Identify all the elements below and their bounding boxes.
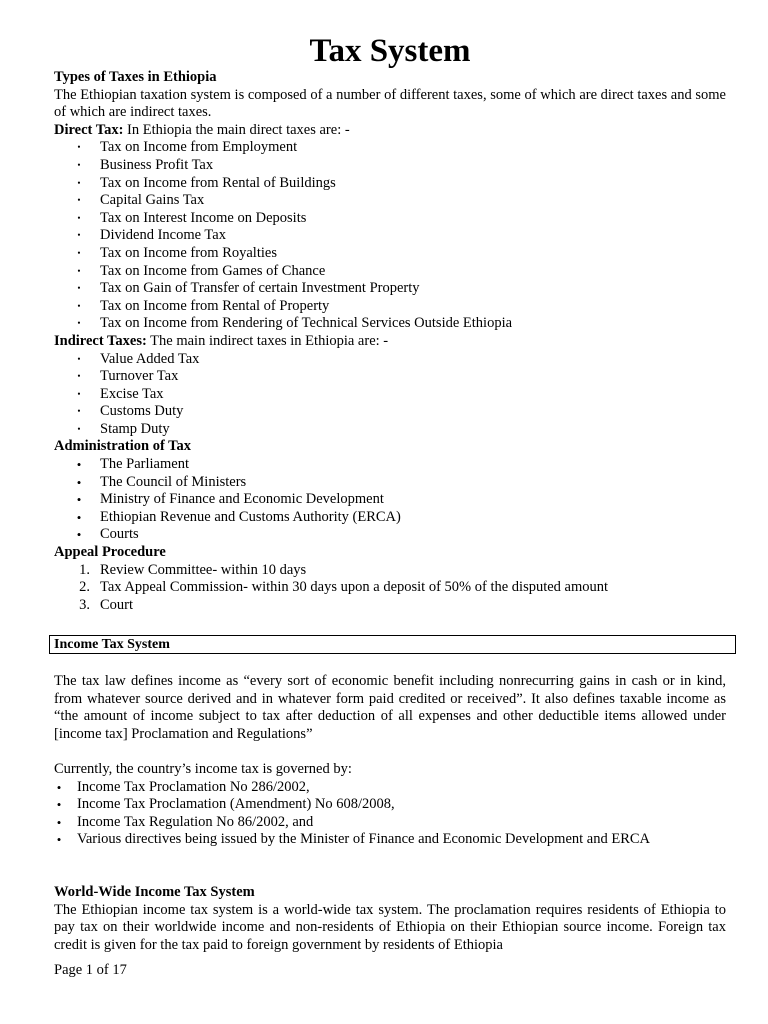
list-item — [54, 403, 726, 421]
bullet-icon: • — [77, 177, 81, 188]
list-item — [54, 157, 726, 175]
bullet-icon: • — [76, 527, 82, 543]
list-number: 2. — [79, 579, 90, 596]
list-item-text: Tax on Income from Games of Chance — [100, 262, 326, 279]
list-item — [54, 227, 726, 245]
list-item — [54, 814, 726, 832]
list-item — [54, 509, 726, 527]
list-item-text: Court — [100, 596, 134, 613]
indirect-tax-line — [54, 333, 726, 351]
page-title: Tax System — [309, 33, 471, 69]
list-item-text: Ministry of Finance and Economic Development — [100, 491, 384, 508]
bullet-icon: • — [76, 474, 82, 490]
list-item — [54, 779, 726, 797]
list-item — [54, 831, 726, 849]
list-item-text: Income Tax Proclamation No 286/2002, — [77, 778, 310, 795]
list-item-text: Tax Appeal Commission- within 30 days upon a deposit of 50% of the disputed amount — [100, 579, 609, 596]
list-number: 3. — [79, 596, 90, 613]
list-item — [54, 368, 726, 386]
indirect-tax-list — [54, 351, 726, 439]
list-item-text: Income Tax Proclamation (Amendment) No 608/2008, — [77, 796, 395, 813]
bullet-icon: • — [77, 406, 81, 417]
list-item-text: Review Committee- within 10 days — [100, 561, 307, 578]
direct-tax-line — [54, 122, 726, 140]
page-number-footer: Page 1 of 17 — [54, 962, 127, 978]
list-item-text: Customs Duty — [100, 403, 184, 420]
bullet-icon: • — [76, 457, 82, 473]
list-item-text: Tax on Income from Rental of Property — [100, 297, 330, 314]
bullet-icon: • — [77, 371, 81, 382]
list-item — [54, 263, 726, 281]
bullet-icon: • — [77, 265, 81, 276]
list-item — [54, 280, 726, 298]
list-item-text: Stamp Duty — [100, 420, 170, 437]
list-item-text: Tax on Income from Rental of Buildings — [100, 174, 336, 191]
worldwide-section — [54, 884, 726, 954]
list-item — [54, 175, 726, 193]
administration-heading: Administration of Tax — [54, 438, 191, 455]
list-item — [54, 597, 726, 615]
list-item — [54, 192, 726, 210]
bullet-icon: • — [77, 212, 81, 223]
list-item — [54, 351, 726, 369]
list-item-text: Courts — [100, 526, 139, 543]
bullet-icon: • — [76, 509, 82, 525]
worldwide-paragraph: The Ethiopian income tax system is a world-wide tax system. The proclamation requires residents of Ethiopia to pay tax on their worldwide income and non-residents of Ethiopia on their Ethiopian source income. Foreign tax credit is given for the tax paid to foreign government by residents of Ethiopia — [54, 901, 726, 953]
list-item-text: Tax on Income from Rendering of Technical Services Outside Ethiopia — [100, 315, 513, 332]
list-item — [54, 210, 726, 228]
bullet-icon: • — [76, 492, 82, 508]
list-item-text: Tax on Gain of Transfer of certain Investment Property — [100, 280, 420, 297]
upper-section — [54, 69, 726, 614]
list-item — [54, 386, 726, 404]
bullet-icon: • — [56, 779, 62, 795]
list-item-text: Business Profit Tax — [100, 156, 214, 173]
indirect-tax-text: The main indirect taxes in Ethiopia are: - — [146, 332, 389, 349]
list-item-text: The Council of Ministers — [100, 473, 247, 490]
bullet-icon: • — [56, 832, 62, 848]
list-item — [54, 421, 726, 439]
list-item-text: Ethiopian Revenue and Customs Authority (ERCA) — [100, 508, 401, 525]
direct-tax-list — [54, 139, 726, 333]
indirect-tax-label: Indirect Taxes: — [54, 332, 147, 349]
appeal-heading: Appeal Procedure — [54, 544, 166, 561]
governed-intro: Currently, the country’s income tax is governed by: — [54, 761, 352, 777]
bullet-icon: • — [77, 230, 81, 241]
list-item-text: Various directives being issued by the Minister of Finance and Economic Development and ERCA — [77, 831, 651, 848]
direct-tax-label: Direct Tax: — [54, 121, 124, 138]
list-item — [54, 315, 726, 333]
list-item-text: Turnover Tax — [100, 368, 179, 385]
bullet-icon: • — [77, 300, 81, 311]
list-item-text: Income Tax Regulation No 86/2002, and — [77, 813, 314, 830]
bullet-icon: • — [77, 423, 81, 434]
income-definition-paragraph: The tax law defines income as “every sort of economic benefit including nonrecurring gains in cash or in kind, from whatever source derived and in whatever form paid credited or received”. It also defines taxable income as “the amount of income subject to tax after deduction of all expenses and other deductible items allowed under [income tax] Proclamation and Regulations” — [54, 673, 726, 742]
list-item — [54, 298, 726, 316]
list-item-text: Tax on Income from Royalties — [100, 244, 277, 261]
list-item — [54, 796, 726, 814]
income-tax-section-heading: Income Tax System — [49, 635, 736, 654]
list-item — [54, 579, 726, 597]
list-item — [54, 139, 726, 157]
list-item-text: Tax on Income from Employment — [100, 139, 298, 156]
governed-section — [54, 761, 726, 849]
list-item — [54, 526, 726, 544]
bullet-icon: • — [77, 159, 81, 170]
bullet-icon: • — [56, 797, 62, 813]
list-item — [54, 245, 726, 263]
bullet-icon: • — [77, 318, 81, 329]
bullet-icon: • — [56, 814, 62, 830]
list-item — [54, 474, 726, 492]
administration-list — [54, 456, 726, 544]
bullet-icon: • — [77, 353, 81, 364]
list-item — [54, 562, 726, 580]
bullet-icon: • — [77, 247, 81, 258]
list-item-text: Tax on Interest Income on Deposits — [100, 209, 307, 226]
bullet-icon: • — [77, 195, 81, 206]
types-heading: Types of Taxes in Ethiopia — [54, 69, 217, 85]
appeal-list — [54, 562, 726, 615]
worldwide-heading: World-Wide Income Tax System — [54, 884, 255, 900]
list-item — [54, 491, 726, 509]
list-item-text: Excise Tax — [100, 385, 164, 402]
list-item-text: Capital Gains Tax — [100, 192, 205, 209]
bullet-icon: • — [77, 388, 81, 399]
list-number: 1. — [79, 561, 90, 578]
bullet-icon: • — [77, 283, 81, 294]
list-item-text: The Parliament — [100, 456, 189, 473]
list-item-text: Dividend Income Tax — [100, 227, 226, 244]
list-item-text: Value Added Tax — [100, 350, 200, 367]
direct-tax-text: In Ethiopia the main direct taxes are: - — [123, 121, 350, 138]
list-item — [54, 456, 726, 474]
governed-list — [54, 779, 726, 849]
types-intro: The Ethiopian taxation system is composed of a number of different taxes, some of which are direct taxes and some of which are indirect taxes. — [54, 86, 726, 121]
bullet-icon: • — [77, 142, 81, 153]
